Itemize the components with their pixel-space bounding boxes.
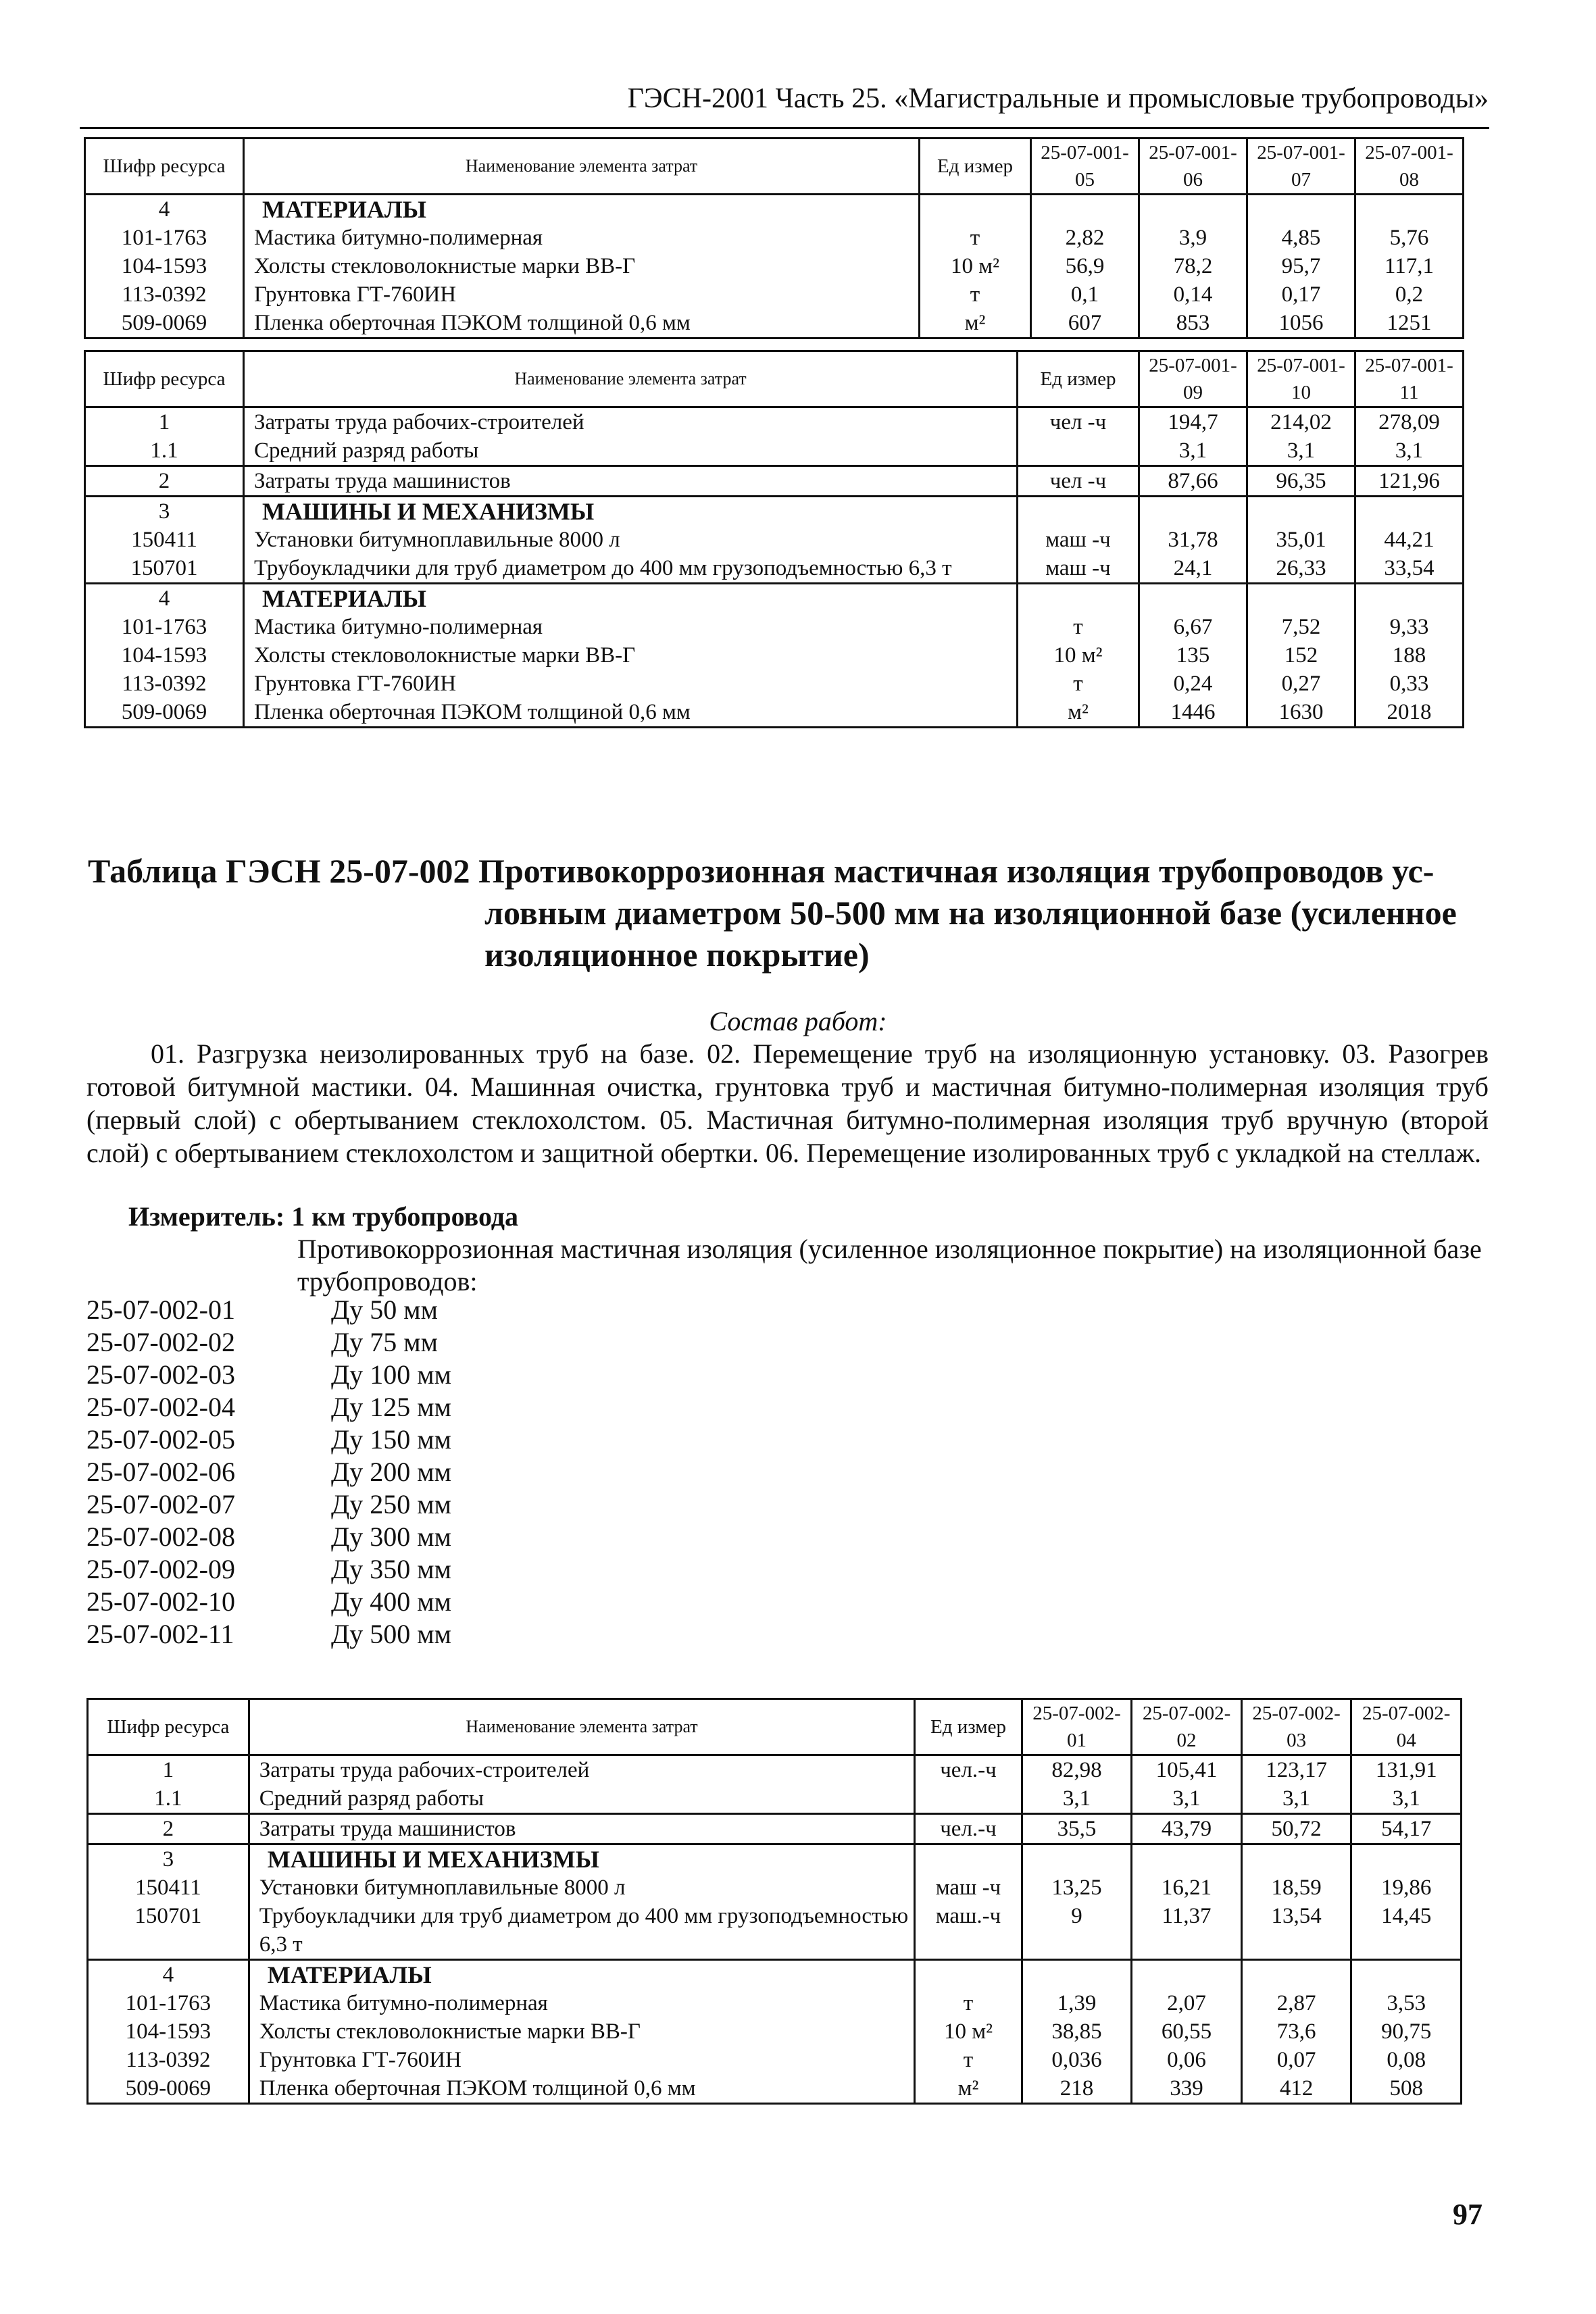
- column-header: Наименование элемента затрат: [244, 139, 920, 195]
- resource-name: Затраты труда рабочих-строителей: [244, 407, 1018, 437]
- table-row: [85, 613, 1464, 641]
- table-header-row: [85, 351, 1464, 407]
- value-cell: 1056: [1247, 309, 1355, 338]
- value-cell: 1,39: [1022, 1989, 1132, 2017]
- resource-code: 1: [88, 1755, 249, 1785]
- value-cell: 2,07: [1132, 1989, 1242, 2017]
- unit-cell: [1018, 584, 1139, 613]
- value-cell: 607: [1031, 309, 1139, 338]
- resource-code: 113-0392: [88, 2046, 249, 2074]
- column-header: Шифр ресурса: [85, 139, 244, 195]
- pricing-code: 25-07-002-11: [86, 1619, 234, 1649]
- unit-cell: т: [920, 280, 1031, 309]
- pricing-code: 25-07-002-03: [86, 1359, 235, 1390]
- value-cell: 412: [1241, 2074, 1351, 2104]
- section-row: [85, 584, 1464, 613]
- column-header: 25-07-002-03: [1241, 1699, 1351, 1755]
- column-header: 25-07-001-09: [1139, 351, 1247, 407]
- code-list-item: [86, 1391, 451, 1424]
- value-cell: 13,54: [1241, 1902, 1351, 1960]
- value-cell: 24,1: [1139, 554, 1247, 584]
- resource-code: 113-0392: [85, 670, 244, 698]
- value-cell: 90,75: [1351, 2017, 1462, 2046]
- resource-code: 2: [85, 466, 244, 497]
- column-header: Ед измер: [920, 139, 1031, 195]
- column-header: Ед измер: [915, 1699, 1022, 1755]
- resource-code: 3: [88, 1844, 249, 1874]
- resource-code: 1.1: [85, 436, 244, 466]
- value-cell: 0,036: [1022, 2046, 1132, 2074]
- resource-code: 104-1593: [85, 252, 244, 280]
- value-cell: 73,6: [1241, 2017, 1351, 2046]
- column-header: Шифр ресурса: [88, 1699, 249, 1755]
- resource-name: МАШИНЫ И МЕХАНИЗМЫ: [244, 497, 1018, 526]
- value-cell: [1355, 497, 1464, 526]
- column-header: 25-07-002-01: [1022, 1699, 1132, 1755]
- unit-cell: т: [1018, 613, 1139, 641]
- value-cell: 0,17: [1247, 280, 1355, 309]
- column-header: 25-07-001-08: [1355, 139, 1464, 195]
- resource-name: Трубоукладчики для труб диаметром до 400 мм грузоподъемностью 6,3 т: [249, 1902, 915, 1960]
- value-cell: 31,78: [1139, 526, 1247, 554]
- diameter-label: Ду 150 мм: [331, 1424, 451, 1455]
- code-list-item: [86, 1424, 451, 1456]
- unit-cell: чел -ч: [1018, 407, 1139, 437]
- unit-cell: т: [920, 224, 1031, 252]
- value-cell: 1630: [1247, 698, 1355, 728]
- section-title-line-1: Таблица ГЭСН 25-07-002 Противокоррозионная мастичная изоляция трубопроводов ус-: [88, 852, 1435, 890]
- value-cell: 3,1: [1139, 436, 1247, 466]
- value-cell: 38,85: [1022, 2017, 1132, 2046]
- resource-code: 104-1593: [85, 641, 244, 670]
- resource-name: Средний разряд работы: [249, 1784, 915, 1814]
- value-cell: 56,9: [1031, 252, 1139, 280]
- section-row: [85, 497, 1464, 526]
- unit-cell: [915, 1784, 1022, 1814]
- value-cell: 135: [1139, 641, 1247, 670]
- value-cell: 60,55: [1132, 2017, 1242, 2046]
- table-row: [88, 2074, 1462, 2104]
- resource-name: МАТЕРИАЛЫ: [244, 195, 920, 224]
- value-cell: 0,1: [1031, 280, 1139, 309]
- resource-name: Грунтовка ГТ-760ИН: [244, 280, 920, 309]
- unit-cell: [915, 1960, 1022, 1990]
- value-cell: 95,7: [1247, 252, 1355, 280]
- page-number: 97: [1453, 2198, 1482, 2231]
- table-header-row: [88, 1699, 1462, 1755]
- pricing-code: 25-07-002-01: [86, 1294, 235, 1325]
- value-cell: 3,1: [1022, 1784, 1132, 1814]
- resource-name: Холсты стекловолокнистые марки ВВ-Г: [244, 641, 1018, 670]
- value-cell: 0,2: [1355, 280, 1464, 309]
- code-list-item: [86, 1521, 451, 1553]
- value-cell: 508: [1351, 2074, 1462, 2104]
- diameter-label: Ду 400 мм: [331, 1586, 451, 1617]
- resource-code: 4: [85, 584, 244, 613]
- column-header: 25-07-002-04: [1351, 1699, 1462, 1755]
- value-cell: 9: [1022, 1902, 1132, 1960]
- value-cell: 6,67: [1139, 613, 1247, 641]
- resource-name: МАТЕРИАЛЫ: [244, 584, 1018, 613]
- value-cell: 11,37: [1132, 1902, 1242, 1960]
- table-row: [88, 2017, 1462, 2046]
- resource-code: 150701: [88, 1902, 249, 1960]
- value-cell: [1031, 195, 1139, 224]
- resource-code: 150411: [88, 1873, 249, 1902]
- value-cell: 2018: [1355, 698, 1464, 728]
- resource-table-2: [84, 350, 1464, 728]
- measure-unit: Измеритель: 1 км трубопровода: [128, 1201, 519, 1232]
- unit-cell: 10 м²: [1018, 641, 1139, 670]
- unit-cell: маш -ч: [915, 1873, 1022, 1902]
- table-row: [85, 407, 1464, 437]
- code-list-item: [86, 1456, 451, 1488]
- diameter-label: Ду 500 мм: [331, 1619, 451, 1649]
- unit-cell: м²: [915, 2074, 1022, 2104]
- resource-code: 2: [88, 1814, 249, 1844]
- table-row: [85, 698, 1464, 728]
- value-cell: 152: [1247, 641, 1355, 670]
- code-list-item: [86, 1359, 451, 1391]
- value-cell: 117,1: [1355, 252, 1464, 280]
- value-cell: 188: [1355, 641, 1464, 670]
- diameter-label: Ду 200 мм: [331, 1457, 451, 1487]
- code-list-item: [86, 1488, 451, 1521]
- table-header-row: [85, 139, 1464, 195]
- resource-name: Пленка оберточная ПЭКОМ толщиной 0,6 мм: [244, 698, 1018, 728]
- value-cell: [1247, 584, 1355, 613]
- column-header: 25-07-001-07: [1247, 139, 1355, 195]
- value-cell: 4,85: [1247, 224, 1355, 252]
- value-cell: 35,01: [1247, 526, 1355, 554]
- value-cell: 0,06: [1132, 2046, 1242, 2074]
- resource-code: 4: [85, 195, 244, 224]
- resource-code: 3: [85, 497, 244, 526]
- column-header: Наименование элемента затрат: [244, 351, 1018, 407]
- resource-code: 509-0069: [85, 309, 244, 338]
- resource-code: 101-1763: [85, 613, 244, 641]
- unit-cell: чел -ч: [1018, 466, 1139, 497]
- section-title-line-3: изоляционное покрытие): [484, 936, 870, 974]
- value-cell: [1247, 497, 1355, 526]
- value-cell: 7,52: [1247, 613, 1355, 641]
- resource-name: Пленка оберточная ПЭКОМ толщиной 0,6 мм: [244, 309, 920, 338]
- value-cell: 339: [1132, 2074, 1242, 2104]
- value-cell: 194,7: [1139, 407, 1247, 437]
- table-row: [85, 554, 1464, 584]
- value-cell: 853: [1139, 309, 1247, 338]
- value-cell: 3,53: [1351, 1989, 1462, 2017]
- resource-code: 4: [88, 1960, 249, 1990]
- value-cell: 87,66: [1139, 466, 1247, 497]
- resource-name: Затраты труда рабочих-строителей: [249, 1755, 915, 1785]
- value-cell: 16,21: [1132, 1873, 1242, 1902]
- resource-code: 1.1: [88, 1784, 249, 1814]
- column-header: 25-07-002-02: [1132, 1699, 1242, 1755]
- table-row: [85, 224, 1464, 252]
- value-cell: 2,82: [1031, 224, 1139, 252]
- diameter-label: Ду 250 мм: [331, 1489, 451, 1519]
- value-cell: 0,14: [1139, 280, 1247, 309]
- value-cell: [1132, 1960, 1242, 1990]
- value-cell: 3,1: [1355, 436, 1464, 466]
- value-cell: 214,02: [1247, 407, 1355, 437]
- resource-name: Мастика битумно-полимерная: [244, 224, 920, 252]
- resource-name: Затраты труда машинистов: [249, 1814, 915, 1844]
- value-cell: [1247, 195, 1355, 224]
- section-title: [88, 850, 1490, 976]
- column-header: 25-07-001-05: [1031, 139, 1139, 195]
- value-cell: 218: [1022, 2074, 1132, 2104]
- column-header: 25-07-001-06: [1139, 139, 1247, 195]
- pricing-code: 25-07-002-07: [86, 1489, 235, 1519]
- column-header: Наименование элемента затрат: [249, 1699, 915, 1755]
- unit-cell: 10 м²: [915, 2017, 1022, 2046]
- resource-code: 101-1763: [85, 224, 244, 252]
- value-cell: 26,33: [1247, 554, 1355, 584]
- code-list-item: [86, 1618, 451, 1651]
- works-description: 01. Разгрузка неизолированных труб на базе. 02. Перемещение труб на изоляционную установку. 03. Разогрев готовой битумной мастики. 04. Машинная очистка, грунтовка труб и мастичная битумно-полимерная изоляция труб (первый слой) с обертыванием стеклохолстом. 05. Мастичная битумно-полимерная изоляция труб вручную (второй слой) с обертыванием стеклохолстом и защитной обертки. 06. Перемещение изолированных труб с укладкой на стеллаж.: [86, 1038, 1489, 1168]
- resource-code: 101-1763: [88, 1989, 249, 2017]
- diameter-label: Ду 100 мм: [331, 1359, 451, 1390]
- value-cell: 0,24: [1139, 670, 1247, 698]
- value-cell: 35,5: [1022, 1814, 1132, 1844]
- unit-cell: [1018, 436, 1139, 466]
- diameter-label: Ду 300 мм: [331, 1521, 451, 1552]
- resource-code: 509-0069: [85, 698, 244, 728]
- value-cell: 3,1: [1247, 436, 1355, 466]
- value-cell: 19,86: [1351, 1873, 1462, 1902]
- resource-table-3: [86, 1698, 1462, 2105]
- table-row: [88, 1989, 1462, 2017]
- pricing-code: 25-07-002-08: [86, 1521, 235, 1552]
- resource-name: МАТЕРИАЛЫ: [249, 1960, 915, 1990]
- value-cell: 82,98: [1022, 1755, 1132, 1785]
- value-cell: [1355, 195, 1464, 224]
- code-list-item: [86, 1553, 451, 1586]
- resource-name: Установки битумноплавильные 8000 л: [244, 526, 1018, 554]
- section-row: [85, 195, 1464, 224]
- table-row: [85, 670, 1464, 698]
- resource-code: 104-1593: [88, 2017, 249, 2046]
- resource-name: МАШИНЫ И МЕХАНИЗМЫ: [249, 1844, 915, 1874]
- pricing-code: 25-07-002-05: [86, 1424, 235, 1455]
- unit-cell: т: [915, 2046, 1022, 2074]
- pricing-code: 25-07-002-10: [86, 1586, 235, 1617]
- unit-cell: [920, 195, 1031, 224]
- resource-code: 113-0392: [85, 280, 244, 309]
- diameter-label: Ду 125 мм: [331, 1392, 451, 1422]
- pricing-code: 25-07-002-04: [86, 1392, 235, 1422]
- pricing-code: 25-07-002-06: [86, 1457, 235, 1487]
- resource-name: Мастика битумно-полимерная: [244, 613, 1018, 641]
- value-cell: 0,33: [1355, 670, 1464, 698]
- unit-cell: маш.-ч: [915, 1902, 1022, 1960]
- value-cell: 43,79: [1132, 1814, 1242, 1844]
- code-list-item: [86, 1294, 451, 1326]
- resource-code: 1: [85, 407, 244, 437]
- value-cell: 5,76: [1355, 224, 1464, 252]
- value-cell: [1241, 1960, 1351, 1990]
- running-header: ГЭСН-2001 Часть 25. «Магистральные и промысловые трубопроводы»: [627, 83, 1489, 114]
- table-row: [88, 1814, 1462, 1844]
- resource-name: Холсты стекловолокнистые марки ВВ-Г: [249, 2017, 915, 2046]
- value-cell: 13,25: [1022, 1873, 1132, 1902]
- header-rule: [80, 127, 1489, 129]
- resource-name: Установки битумноплавильные 8000 л: [249, 1873, 915, 1902]
- value-cell: [1139, 497, 1247, 526]
- column-header: Ед измер: [1018, 351, 1139, 407]
- unit-cell: чел.-ч: [915, 1755, 1022, 1785]
- value-cell: 0,08: [1351, 2046, 1462, 2074]
- value-cell: 18,59: [1241, 1873, 1351, 1902]
- resource-code: 509-0069: [88, 2074, 249, 2104]
- unit-cell: м²: [1018, 698, 1139, 728]
- value-cell: 54,17: [1351, 1814, 1462, 1844]
- value-cell: 14,45: [1351, 1902, 1462, 1960]
- table-row: [88, 1784, 1462, 1814]
- unit-cell: м²: [920, 309, 1031, 338]
- value-cell: [1022, 1960, 1132, 1990]
- value-cell: 44,21: [1355, 526, 1464, 554]
- value-cell: 121,96: [1355, 466, 1464, 497]
- value-cell: [1241, 1844, 1351, 1874]
- resource-name: Пленка оберточная ПЭКОМ толщиной 0,6 мм: [249, 2074, 915, 2104]
- value-cell: 3,1: [1351, 1784, 1462, 1814]
- table-row: [88, 1755, 1462, 1785]
- value-cell: 123,17: [1241, 1755, 1351, 1785]
- value-cell: 105,41: [1132, 1755, 1242, 1785]
- value-cell: 3,9: [1139, 224, 1247, 252]
- resource-name: Грунтовка ГТ-760ИН: [244, 670, 1018, 698]
- diameter-label: Ду 75 мм: [331, 1327, 438, 1357]
- value-cell: 50,72: [1241, 1814, 1351, 1844]
- column-header: 25-07-001-10: [1247, 351, 1355, 407]
- diameter-label: Ду 350 мм: [331, 1554, 451, 1584]
- pricing-code: 25-07-002-02: [86, 1327, 235, 1357]
- value-cell: [1355, 584, 1464, 613]
- value-cell: [1139, 584, 1247, 613]
- table-row: [85, 466, 1464, 497]
- column-header: 25-07-001-11: [1355, 351, 1464, 407]
- code-list-item: [86, 1586, 451, 1618]
- table-row: [88, 1902, 1462, 1960]
- column-header: Шифр ресурса: [85, 351, 244, 407]
- value-cell: 9,33: [1355, 613, 1464, 641]
- resource-code: 150411: [85, 526, 244, 554]
- value-cell: 1251: [1355, 309, 1464, 338]
- table-row: [85, 309, 1464, 338]
- section-row: [88, 1960, 1462, 1990]
- value-cell: 78,2: [1139, 252, 1247, 280]
- table-row: [88, 2046, 1462, 2074]
- resource-name: Средний разряд работы: [244, 436, 1018, 466]
- works-heading: Состав работ:: [709, 1006, 887, 1036]
- code-list-item: [86, 1326, 451, 1359]
- value-cell: 1446: [1139, 698, 1247, 728]
- table-row: [85, 252, 1464, 280]
- table-row: [85, 436, 1464, 466]
- resource-name: Трубоукладчики для труб диаметром до 400 мм грузоподъемностью 6,3 т: [244, 554, 1018, 584]
- resource-name: Грунтовка ГТ-760ИН: [249, 2046, 915, 2074]
- resource-name: Мастика битумно-полимерная: [249, 1989, 915, 2017]
- table-row: [85, 641, 1464, 670]
- section-title-line-2: ловным диаметром 50-500 мм на изоляционной базе (усиленное: [484, 894, 1457, 932]
- unit-cell: т: [1018, 670, 1139, 698]
- unit-cell: маш -ч: [1018, 554, 1139, 584]
- unit-cell: 10 м²: [920, 252, 1031, 280]
- value-cell: [1351, 1844, 1462, 1874]
- pricing-description: Противокоррозионная мастичная изоляция (усиленное изоляционное покрытие) на изоляционной базе трубопроводов:: [297, 1234, 1482, 1297]
- resource-table-1: [84, 137, 1464, 339]
- value-cell: 0,07: [1241, 2046, 1351, 2074]
- table-row: [88, 1873, 1462, 1902]
- table-row: [85, 280, 1464, 309]
- value-cell: 278,09: [1355, 407, 1464, 437]
- unit-cell: чел.-ч: [915, 1814, 1022, 1844]
- code-list: [86, 1294, 451, 1651]
- value-cell: [1139, 195, 1247, 224]
- resource-name: Затраты труда машинистов: [244, 466, 1018, 497]
- value-cell: [1132, 1844, 1242, 1874]
- unit-cell: маш -ч: [1018, 526, 1139, 554]
- resource-code: 150701: [85, 554, 244, 584]
- value-cell: 0,27: [1247, 670, 1355, 698]
- value-cell: 2,87: [1241, 1989, 1351, 2017]
- value-cell: [1022, 1844, 1132, 1874]
- unit-cell: [915, 1844, 1022, 1874]
- value-cell: 33,54: [1355, 554, 1464, 584]
- table-row: [85, 526, 1464, 554]
- value-cell: 3,1: [1241, 1784, 1351, 1814]
- unit-cell: [1018, 497, 1139, 526]
- pricing-code: 25-07-002-09: [86, 1554, 235, 1584]
- resource-name: Холсты стекловолокнистые марки ВВ-Г: [244, 252, 920, 280]
- value-cell: [1351, 1960, 1462, 1990]
- value-cell: 3,1: [1132, 1784, 1242, 1814]
- section-row: [88, 1844, 1462, 1874]
- value-cell: 96,35: [1247, 466, 1355, 497]
- unit-cell: т: [915, 1989, 1022, 2017]
- value-cell: 131,91: [1351, 1755, 1462, 1785]
- diameter-label: Ду 50 мм: [331, 1294, 438, 1325]
